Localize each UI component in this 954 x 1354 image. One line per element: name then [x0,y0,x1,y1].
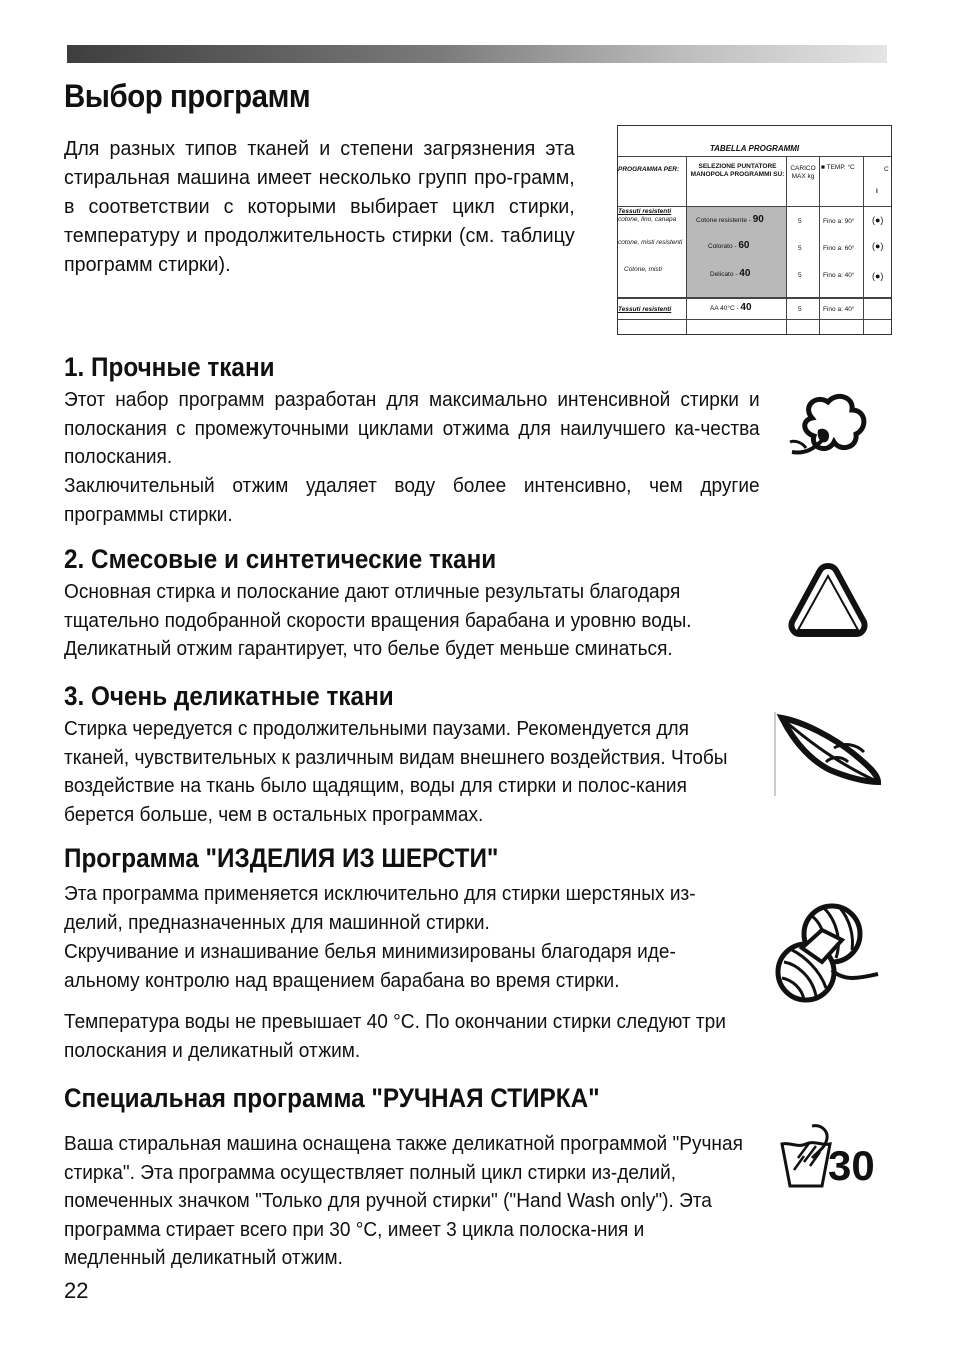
table-header: SELEZIONE PUNTATORE MANOPOLA PROGRAMMI SU: [690,163,785,178]
table-cell: Colorato - 60 [708,240,750,251]
section-paragraph: Основная стирка и полоскание дают отличные результаты благодаря тщательно подобранной скорости вращения барабана и уровню воды. Деликатный отжим гарантирует, что белье будет меньше сминаться. [64,580,692,660]
section-paragraph: Этот набор программ разработан для максимально интенсивной стирки и полоскания с промежуточными циклами отжима для наилучшего ка-чества полоскания. [64,388,760,468]
program-table-thumbnail [617,125,892,335]
table-cell: 5 [798,306,802,313]
table-header: CARICO MAX kg [790,165,816,180]
table-cell: cotone, lino, canapa [618,216,677,223]
intro-paragraph: Для разных типов тканей и степени загрязнения эта стиральная машина имеет несколько групп про-грамм, в соответствии с которыми выбирает цикл стирки, температуру и продолжительность стирки (см. таблицу программ стирки). [64,137,575,276]
section-paragraph: Температура воды не превышает 40 °С. По окончании стирки следуют три полоскания и деликатный отжим. [64,1010,726,1062]
table-cell: Tessuti resistenti [618,208,672,215]
table-cell: Fino a: 60° [823,245,855,252]
table-title: TABELLA PROGRAMMI [709,144,800,153]
section-title-wool: Программа "ИЗДЕЛИЯ ИЗ ШЕРСТИ" [64,843,499,873]
page-title: Выбор программ [64,78,311,114]
table-cell: 5 [798,272,802,279]
table-cell: Delicato - 40 [710,268,751,279]
section-title-heavy-duty: 1. Прочные ткани [64,352,275,382]
hand-wash-icon [776,1122,886,1200]
table-cell: Cotone resistente - 90 [696,214,764,225]
section-title-hand-wash: Специальная программа "РУЧНАЯ СТИРКА" [64,1083,600,1113]
cotton-icon [784,388,874,468]
wool-yarn-icon [772,900,884,1006]
table-cell: Fino a: 40° [823,306,855,313]
table-header: ■ TEMP. °C [821,164,855,171]
section-paragraph: Эта программа применяется исключительно для стирки шерстяных из-делий, предназначенных для машинной стирки. [64,882,696,934]
table-header: PROGRAMMA PER: [618,166,680,173]
synthetic-triangle-icon [786,560,870,640]
section-paragraph: Заключительный отжим удаляет воду более интенсивно, чем другие программы стирки. [64,474,760,526]
page-number: 22 [64,1278,89,1303]
section-paragraph: Ваша стиральная машина оснащена также деликатной программой "Ручная стирка". Эта программа осуществляет полный цикл стирки из-делий, помеченных значком "Только для ручной стирки" ("Hand Wash only"). Эта программа стирает всего при 30 °С, имеет 3 цикла полоска-ния и медленный деликатный отжим. [64,1132,743,1269]
table-cell: Fino a: 90° [823,218,855,225]
table-cell: (●) [872,271,884,281]
section-title-synthetics: 2. Смесовые и синтетические ткани [64,544,497,574]
table-cell: Tessuti resistenti [618,306,672,313]
table-cell: 5 [798,218,802,225]
table-cell: AA 40°C - 40 [710,302,752,313]
section-paragraph: Скручивание и изнашивание белья минимизированы благодаря иде-альному контролю над вращением барабана во время стирки. [64,940,676,992]
feather-icon [774,712,884,798]
table-cell: cotone, misti resistenti [618,239,683,246]
table-cell: Fino a: 40° [823,272,855,279]
table-header: C [884,166,889,173]
hand-wash-temperature-label: 30 [828,1142,875,1189]
section-title-delicates: 3. Очень деликатные ткани [64,681,394,711]
table-cell: Cotone, misti [624,266,662,273]
table-cell: 5 [798,245,802,252]
section-paragraph: Стирка чередуется с продолжительными паузами. Рекомендуется для тканей, чувствительных к различным видам внешнего воздействия. Чтобы воздействие на ткань было щадящим, воды для стирки и полос-кания берется больше, чем в остальных программах. [64,717,728,826]
table-header: I [876,188,878,195]
table-cell: (●) [872,215,884,225]
table-cell: (●) [872,241,884,251]
header-bar [67,45,887,63]
